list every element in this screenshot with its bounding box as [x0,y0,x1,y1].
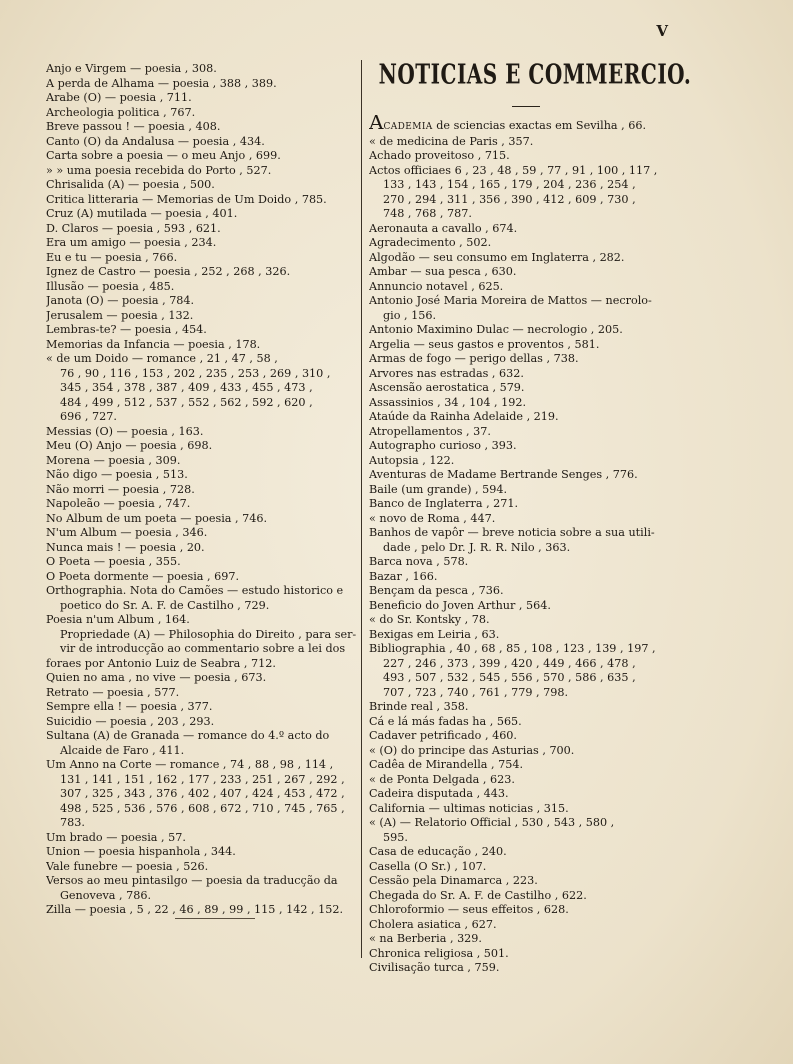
index-entry: gio , 156. [383,308,437,322]
index-entry: Cadêa de Mirandella , 754. [369,758,524,771]
index-entry: Ambar — sua pesca , 630. [369,265,517,278]
index-entry: Bençam da pesca , 736. [369,584,504,597]
index-entry: Janota (O) — poesia , 784. [46,294,195,307]
index-entry: Beneficio do Joven Arthur , 564. [369,598,551,612]
index-entry: Ataúde da Rainha Adelaide , 219. [369,410,559,423]
index-entry: « de um Doido — romance , 21 , 47 , 58 , [46,352,278,365]
drop-cap: A [369,115,384,134]
index-entry: Lembras-te? — poesia , 454. [46,323,207,336]
index-entry: Aeronauta a cavallo , 674. [369,221,518,235]
index-entry: Assassinios , 34 , 104 , 192. [369,395,527,409]
index-entry: Um brado — poesia , 57. [46,830,186,844]
index-entry: Retrato — poesia , 577. [46,685,180,699]
index-entry: Autopsia , 122. [369,453,455,467]
index-entry: Eu e tu — poesia , 766. [46,250,178,264]
index-entry: Quien no ama , no vive — poesia , 673. [46,671,267,684]
index-entry: California — ultimas noticias , 315. [369,801,569,815]
index-entry: Baile (um grande) , 594. [369,482,508,496]
small-caps-word: CADEMIA [383,122,433,132]
index-entry: Cadeira disputada , 443. [369,787,509,800]
index-entry-first [369,115,699,135]
index-entry: « do Sr. Kontsky , 78. [369,613,490,626]
index-entry: 707 , 723 , 740 , 761 , 779 , 798. [383,685,569,699]
index-entry: foraes por Antonio Luiz de Seabra , 712. [46,656,276,670]
index-entry: Orthographia. Nota do Camões — estudo historico e [46,584,344,597]
index-entry: Union — poesia hispanhola , 344. [46,845,236,858]
index-entry: Cadaver petrificado , 460. [369,729,517,742]
heading-rule [512,106,540,107]
index-entry: 783. [60,816,85,829]
index-entry: Napoleão — poesia , 747. [46,497,191,510]
index-entry: Banhos de vapôr — breve noticia sobre a sua utili- [369,526,655,539]
index-entry: Atropellamentos , 37. [369,424,491,438]
index-entry: Antonio Maximino Dulac — necrologio , 205. [369,323,623,336]
index-entry: Civilisação turca , 759. [369,961,500,974]
index-entry: Archeologia politica , 767. [46,105,196,119]
index-entry: Arvores nas estradas , 632. [369,366,524,380]
index-entry: « na Berberia , 329. [369,932,482,945]
index-entry: Propriedade (A) — Philosophia do Direito , para ser- [60,627,356,641]
index-entry: Casa de educação , 240. [369,845,507,858]
index-entry: « (O) do principe das Asturias , 700. [369,743,575,757]
index-entry: Cessão pela Dinamarca , 223. [369,874,538,887]
index-entry: Illusão — poesia , 485. [46,279,175,293]
page-number: V [656,22,669,40]
index-entry: Suicidio — poesia , 203 , 293. [46,714,215,728]
index-entry: Sultana (A) de Granada — romance do 4.º acto do [46,729,330,742]
index-entry: Brinde real , 358. [369,700,469,713]
index-entry: 131 , 141 , 151 , 162 , 177 , 233 , 251 , 267 , 292 , [60,772,345,786]
index-entry: Cá e lá más fadas ha , 565. [369,714,522,728]
index-entry: Versos ao meu pintasilgo — poesia da traducção da [46,874,338,887]
index-entry: « de medicina de Paris , 357. [369,134,534,148]
index-entry: Sempre ella ! — poesia , 377. [46,700,213,713]
index-entry: Annuncio notavel , 625. [369,279,504,293]
index-entry: 493 , 507 , 532 , 545 , 556 , 570 , 586 , 635 , [383,671,636,684]
index-entry: 133 , 143 , 154 , 165 , 179 , 204 , 236 , 254 , [383,178,636,191]
index-entry: Agradecimento , 502. [369,236,492,249]
index-entry: Memorias da Infancia — poesia , 178. [46,337,261,351]
index-entry: Genoveva , 786. [60,888,152,902]
footer-rule [175,918,255,919]
index-entry: Vale funebre — poesia , 526. [46,859,209,873]
index-entry: « novo de Roma , 447. [369,511,496,525]
index-entry: Cruz (A) mutilada — poesia , 401. [46,207,238,220]
index-entry: Armas de fogo — perigo dellas , 738. [369,352,579,365]
index-entry: poetico do Sr. A. F. de Castilho , 729. [60,598,270,612]
index-entry: Meu (O) Anjo — poesia , 698. [46,439,213,452]
index-entry: 76 , 90 , 116 , 153 , 202 , 235 , 253 , 269 , 310 , [60,366,331,380]
index-entry: Morena — poesia , 309. [46,453,181,467]
index-entry: Chrisalida (A) — poesia , 500. [46,178,215,191]
index-entry: 345 , 354 , 378 , 387 , 409 , 433 , 455 , 473 , [60,381,313,394]
index-entry: Alcaide de Faro , 411. [60,743,185,757]
index-entry: Nunca mais ! — poesia , 20. [46,540,205,554]
index-entry: 270 , 294 , 311 , 356 , 390 , 412 , 609 , 730 , [383,192,636,206]
index-entry: Não morri — poesia , 728. [46,482,195,496]
index-entry: Antonio José Maria Moreira de Mattos — necrolo- [369,294,652,307]
index-entry: 498 , 525 , 536 , 576 , 608 , 672 , 710 , 745 , 765 , [60,801,345,815]
column-divider [361,60,362,958]
index-entry: Canto (O) da Andalusa — poesia , 434. [46,134,265,148]
index-entry: » » uma poesia recebida do Porto , 527. [46,163,272,177]
index-entry: Bexigas em Leiria , 63. [369,627,500,641]
index-entry: No Album de um poeta — poesia , 746. [46,511,268,525]
index-entry: Poesia n'um Album , 164. [46,613,190,626]
left-index-column [46,62,356,918]
index-entry: Chegada do Sr. A. F. de Castilho , 622. [369,888,587,902]
index-entry: D. Claros — poesia , 593 , 621. [46,221,221,235]
index-entry: N'um Album — poesia , 346. [46,526,208,539]
index-entry: Algodão — seu consumo em Inglaterra , 282. [369,250,625,264]
index-entry: Jerusalem — poesia , 132. [46,308,194,322]
section-heading: NOTICIAS E COMMERCIO. [378,58,692,91]
index-entry: « de Ponta Delgada , 623. [369,772,515,786]
index-entry: Bazar , 166. [369,569,438,583]
index-entry: A perda de Alhama — poesia , 388 , 389. [46,76,277,90]
index-entry: Argelia — seus gastos e proventos , 581. [369,337,600,351]
index-entry: Autographo curioso , 393. [369,439,517,452]
index-entry: Anjo e Virgem — poesia , 308. [46,62,217,75]
index-entry: Zilla — poesia , 5 , 22 , 46 , 89 , 99 , 115 , 142 , 152. [46,903,344,916]
index-entry: Actos officiaes 6 , 23 , 48 , 59 , 77 , 91 , 100 , 117 , [369,163,658,177]
index-entry: Chronica religiosa , 501. [369,946,509,960]
entry-rest: de sciencias exactas em Sevilha , 66. [432,119,647,132]
index-entry: Carta sobre a poesia — o meu Anjo , 699. [46,149,281,162]
index-entry: Era um amigo — poesia , 234. [46,236,217,249]
index-entry: Cholera asiatica , 627. [369,917,497,931]
index-entry: vir de introducção ao commentario sobre a lei dos [60,642,346,655]
right-index-column [369,115,699,976]
index-entry: Um Anno na Corte — romance , 74 , 88 , 98 , 114 , [46,758,334,771]
index-entry: 748 , 768 , 787. [383,207,472,220]
index-entry: 227 , 246 , 373 , 399 , 420 , 449 , 466 , 478 , [383,656,636,670]
index-entry: Banco de Inglaterra , 271. [369,497,519,510]
index-entry: Aventuras de Madame Bertrande Senges , 776. [369,468,638,481]
index-entry: 595. [383,830,408,844]
index-entry: « (A) — Relatorio Official , 530 , 543 , 580 , [369,816,615,829]
index-entry: 696 , 727. [60,410,117,423]
index-entry: Critica litteraria — Memorias de Um Doido , 785. [46,192,327,206]
index-entry: O Poeta dormente — poesia , 697. [46,569,240,583]
index-entry: O Poeta — poesia , 355. [46,555,181,568]
index-entry: Arabe (O) — poesia , 711. [46,91,192,104]
index-entry: Achado proveitoso , 715. [369,149,510,162]
index-entry: Messias (O) — poesia , 163. [46,424,204,438]
index-entry: 307 , 325 , 343 , 376 , 402 , 407 , 424 , 453 , 472 , [60,787,345,800]
index-entry: Breve passou ! — poesia , 408. [46,120,221,133]
index-entry: Não digo — poesia , 513. [46,468,188,481]
index-entry: 484 , 499 , 512 , 537 , 552 , 562 , 592 , 620 , [60,395,313,409]
index-entry: Chloroformio — seus effeitos , 628. [369,903,569,916]
index-entry: Casella (O Sr.) , 107. [369,859,487,873]
index-entry: Barca nova , 578. [369,555,469,568]
index-entry: dade , pelo Dr. J. R. R. Nilo , 363. [383,540,571,554]
index-entry: Ignez de Castro — poesia , 252 , 268 , 326. [46,265,291,278]
index-entry: Bibliographia , 40 , 68 , 85 , 108 , 123 , 139 , 197 , [369,642,656,655]
index-entry: Ascensão aerostatica , 579. [369,381,525,394]
